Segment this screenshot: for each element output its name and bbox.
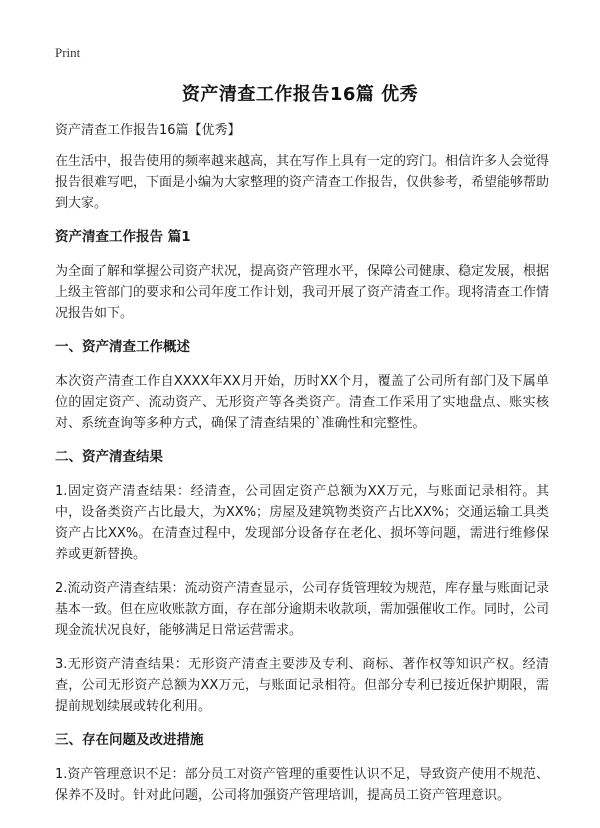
section-heading: 资产清查工作报告 篇1 <box>55 229 191 245</box>
heading-results: 二、资产清查结果 <box>55 449 163 465</box>
issue-item-1: 1.资产管理意识不足：部分员工对资产管理的重要性认识不足，导致资产使用不规范、保养不及时。针对此问题，公司将加强资产管理培训，提高员工资产管理意识。 <box>55 767 549 803</box>
paragraph-2: 本次资产清查工作自XXXX年XX月开始，历时XX个月，覆盖了公司所有部门及下属单位的固定资产、流动资产、无形资产等各类资产。清查工作采用了实地盘点、账实核对、系统查询等多种方式，确保了清查结果的`准确性和完整性。 <box>55 374 549 431</box>
document-subtitle: 资产清查工作报告16篇【优秀】 <box>55 123 241 138</box>
result-item-intangible-assets: 3.无形资产清查结果：无形资产清查主要涉及专利、商标、著作权等知识产权。经清查，公司无形资产总额为XX万元，与账面记录相符。但部分专利已接近保护期限，需提前规划续展或转化利用。 <box>55 657 549 714</box>
document-body <box>55 120 549 819</box>
result-item-current-assets: 2.流动资产清查结果：流动资产清查显示，公司存货管理较为规范，库存量与账面记录基本一致。但在应收账款方面，存在部分逾期未收款项，需加强催收工作。同时，公司现金流状况良好，能够满足日常运营需求。 <box>55 581 550 638</box>
page-title: 资产清查工作报告16篇 优秀 <box>181 84 419 105</box>
print-label[interactable]: Print <box>55 45 81 60</box>
heading-overview: 一、资产清查工作概述 <box>55 339 190 355</box>
heading-issues: 三、存在问题及改进措施 <box>55 732 204 748</box>
result-item-fixed-assets: 1.固定资产清查结果：经清查，公司固定资产总额为XX万元，与账面记录相符。其中，设备类资产占比最大，为XX%；房屋及建筑物类资产占比XX%；交通运输工具类资产占比XX%。在清查过程中，发现部分设备存在老化、损坏等问题，需进行维修保养或更新替换。 <box>55 484 549 562</box>
paragraph-1: 为全面了解和掌握公司资产状况，提高资产管理水平，保障公司健康、稳定发展，根据上级主管部门的要求和公司年度工作计划，我司开展了资产清查工作。现将清查工作情况报告如下。 <box>55 264 550 321</box>
intro-paragraph: 在生活中，报告使用的频率越来越高，其在写作上具有一定的窍门。相信许多人会觉得报告很难写吧，下面是小编为大家整理的资产清查工作报告，仅供参考，希望能够帮助到大家。 <box>55 154 550 211</box>
